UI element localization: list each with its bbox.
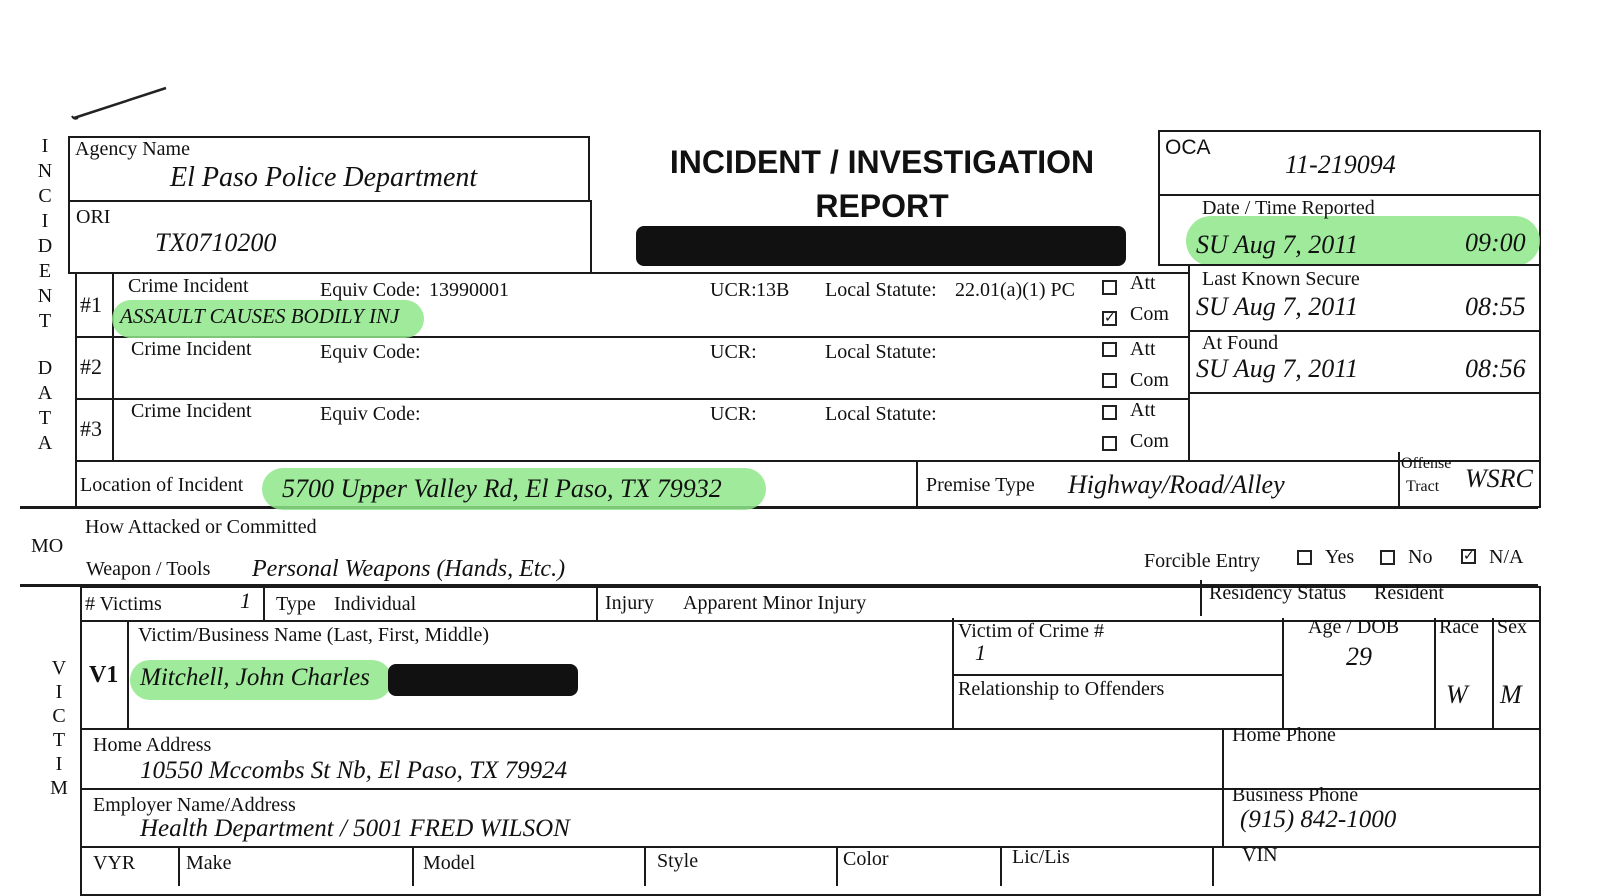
weapon-value: Personal Weapons (Hands, Etc.) [252,556,566,582]
business-phone-label: Business Phone [1232,784,1359,806]
victim-name-label: Victim/Business Name (Last, First, Middle) [138,624,489,646]
crime-1-att-label: Att [1130,272,1156,294]
victim-count-value: 1 [240,588,251,613]
victim-residency-divider [1200,580,1202,616]
victim-injury-label: Injury [605,592,654,614]
offense-label-1: Offense [1401,455,1452,472]
home-phone-label: Home Phone [1232,724,1336,746]
crime-3-ucr-label: UCR: [710,403,757,425]
crime-3-equiv-label: Equiv Code: [320,403,421,425]
blank-date-box [1188,392,1541,462]
at-found-time: 08:56 [1465,354,1526,383]
victim-type-label: Type [276,593,316,615]
crime-1-label: Crime Incident [128,275,249,297]
victim-of-crime-bottom [952,674,1284,676]
victim-of-crime-label: Victim of Crime # [958,620,1104,642]
sex-label: Sex [1497,616,1527,638]
crime-1-value: ASSAULT CAUSES BODILY INJ [120,304,400,328]
sex-value: M [1500,680,1522,709]
crime-3-num: #3 [80,416,102,441]
business-phone-divider [1222,788,1224,848]
crime-1-att-checkbox[interactable] [1102,280,1117,295]
style-label: Style [657,850,699,872]
agency-value: El Paso Police Department [170,162,478,193]
victim-type-divider [263,586,265,622]
vyr-label: VYR [93,852,136,874]
forcible-na-label: N/A [1489,546,1524,568]
crime-1-statute-value: 22.01(a)(1) PC [955,279,1075,301]
home-phone-divider [1222,728,1224,790]
victim-id: V1 [89,662,119,688]
vehicle-divider [178,846,180,886]
crime-1-equiv-value: 13990001 [429,279,509,301]
victim-injury-divider [596,586,598,622]
location-value: 5700 Upper Valley Rd, El Paso, TX 79932 [282,474,722,503]
victim-name-value: Mitchell, John Charles [140,664,370,691]
crime-2-com-checkbox[interactable] [1102,373,1117,388]
crime-3-att-label: Att [1130,399,1156,421]
sex-divider [1492,618,1494,730]
age-label: Age / DOB [1308,616,1400,638]
crime-3-att-checkbox[interactable] [1102,405,1117,420]
forcible-entry-label: Forcible Entry [1144,550,1261,572]
at-found-label: At Found [1202,332,1279,354]
victim-id-divider [127,620,129,730]
business-phone-value: (915) 842-1000 [1240,806,1397,833]
race-value: W [1446,680,1468,709]
last-known-secure-date: SU Aug 7, 2011 [1196,292,1359,321]
forcible-yes-checkbox[interactable] [1297,550,1312,565]
crime-3-com-checkbox[interactable] [1102,436,1117,451]
redaction-bar [636,226,1126,266]
how-attacked-label: How Attacked or Committed [85,516,317,538]
home-address-value: 10550 Mccombs St Nb, El Paso, TX 79924 [140,757,568,784]
home-address-label: Home Address [93,734,212,756]
victim-injury-value: Apparent Minor Injury [683,592,867,614]
vin-label: VIN [1242,844,1278,866]
crime-2-att-label: Att [1130,338,1156,360]
forcible-no-label: No [1408,546,1433,568]
employer-label: Employer Name/Address [93,794,296,816]
make-label: Make [186,852,232,874]
report-title-line1: INCIDENT / INVESTIGATION [669,144,1095,180]
date-reported-value: SU Aug 7, 2011 [1196,230,1359,259]
crime-1-ucr-value: 13B [756,279,790,301]
premise-value: Highway/Road/Alley [1068,470,1285,499]
premise-divider [916,460,918,508]
relationship-label: Relationship to Offenders [958,678,1165,700]
vehicle-divider [836,846,838,886]
victim-type-value: Individual [334,593,417,615]
crime-3-statute-label: Local Statute: [825,403,937,425]
residency-label: Residency Status [1209,582,1347,604]
crime-3-label: Crime Incident [131,400,252,422]
color-label: Color [843,848,889,870]
residency-value: Resident [1374,582,1444,604]
crime-2-com-label: Com [1130,369,1169,391]
mo-side-label: MO [31,535,64,557]
crime-1-num: #1 [80,292,102,317]
time-reported-value: 09:00 [1465,228,1526,257]
at-found-date: SU Aug 7, 2011 [1196,354,1359,383]
offense-divider [1398,452,1400,508]
crime-2-statute-label: Local Statute: [825,341,937,363]
vehicle-divider [1212,846,1214,886]
weapon-label: Weapon / Tools [86,558,211,580]
crime-1-equiv-label: Equiv Code: [320,279,421,301]
forcible-yes-label: Yes [1325,546,1355,568]
report-title-line2: REPORT [815,188,949,224]
crime-2-equiv-label: Equiv Code: [320,341,421,363]
victim-of-crime-value: 1 [975,640,986,665]
vehicle-row [80,846,1541,896]
crime-1-com-checkbox[interactable]: ✓ [1104,310,1116,326]
crime-2-label: Crime Incident [131,338,252,360]
crime-3-com-label: Com [1130,430,1169,452]
crime-num-divider [112,272,114,462]
last-known-secure-time: 08:55 [1465,292,1526,321]
crime-2-num: #2 [80,354,102,379]
report-title [622,140,1142,228]
crime-1-statute-label: Local Statute: [825,279,937,301]
pen-mark-icon [70,82,170,122]
race-divider [1434,618,1436,730]
last-known-secure-label: Last Known Secure [1202,268,1360,290]
vehicle-divider [412,846,414,886]
oca-value: 11-219094 [1285,150,1396,179]
oca-label: OCA [1165,136,1211,159]
crime-1-com-label: Com [1130,303,1169,325]
crime-1-ucr-label: UCR: [710,279,757,301]
redaction-bar [388,664,578,696]
location-label: Location of Incident [80,474,244,496]
crime-2-att-checkbox[interactable] [1102,342,1117,357]
ori-value: TX0710200 [155,228,277,257]
lic-label: Lic/Lis [1012,846,1070,868]
forcible-no-checkbox[interactable] [1380,550,1395,565]
vehicle-divider [1000,846,1002,886]
premise-label: Premise Type [926,474,1035,496]
agency-label: Agency Name [75,138,190,160]
date-reported-label: Date / Time Reported [1202,197,1375,219]
race-label: Race [1439,616,1479,638]
age-value: 29 [1346,642,1372,671]
ori-label: ORI [76,206,111,228]
offense-label-2: Tract [1406,478,1440,495]
vehicle-divider [644,846,646,886]
employer-value: Health Department / 5001 FRED WILSON [140,815,570,842]
offense-value: WSRC [1465,464,1533,493]
victim-count-label: # Victims [85,593,162,615]
crime-2-ucr-label: UCR: [710,341,757,363]
forcible-na-checkbox[interactable]: ✓ [1463,548,1475,564]
ori-box [68,200,592,274]
model-label: Model [423,852,476,874]
